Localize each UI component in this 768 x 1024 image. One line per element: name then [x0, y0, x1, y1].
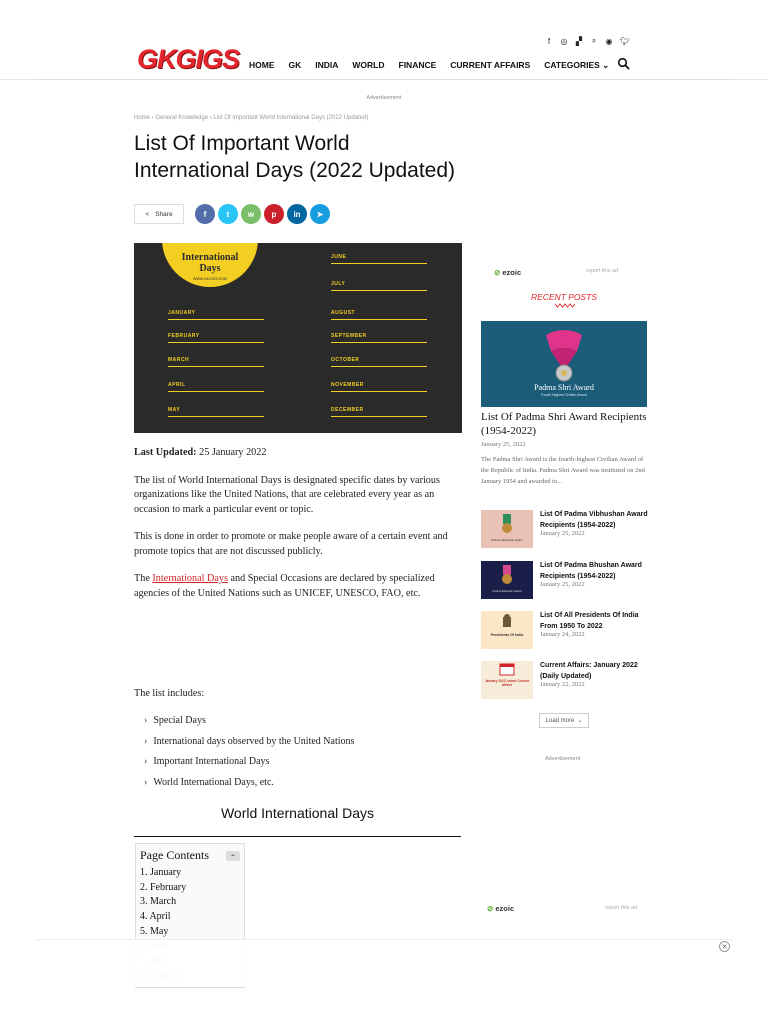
toc-item[interactable]: 3. March — [140, 896, 177, 908]
image-month-line — [168, 391, 264, 392]
post-title[interactable]: List Of Padma Vibhushan Award Recipients (1954-2022) — [540, 511, 648, 529]
thumb-caption: Padma Vibhushan Award — [491, 538, 523, 542]
image-month: FEBRUARY — [168, 333, 200, 339]
close-icon[interactable]: ✕ — [719, 941, 730, 952]
thumb-caption: January 2022 Latest Current Affairs — [484, 679, 530, 687]
international-days-link[interactable]: International Days — [152, 573, 228, 584]
load-more-label: Load more — [545, 717, 575, 724]
recent-post-item[interactable] — [481, 661, 647, 701]
featured-image-subcaption: Fourth Highest Civilian Award — [541, 393, 587, 397]
post-thumbnail[interactable] — [481, 661, 533, 699]
twitter-icon[interactable]: 🐦︎ — [620, 37, 631, 46]
featured-post-excerpt: The Padma Shri Award is the fourth-highest Civilian Award of the Republic of India. Padma Shri Award was instituted on 2nd January 1954 and awarded to... — [481, 456, 645, 485]
paragraph — [134, 572, 464, 601]
post-thumbnail[interactable] — [481, 510, 533, 548]
pinterest-icon[interactable]: ᵖ — [592, 37, 596, 46]
image-month-line — [331, 342, 427, 343]
image-month: APRIL — [168, 382, 186, 388]
featured-post-title[interactable]: List Of Padma Shri Award Recipients (1954-2022) — [481, 411, 647, 437]
share-bar — [134, 204, 330, 224]
paragraph: The list of World International Days is designated specific dates by various organizations like the United Nations, that are celebrated every year as an occasion to mark a particular event or topic. — [134, 474, 440, 515]
emblem-icon — [481, 611, 533, 649]
breadcrumb[interactable]: Home › General Knowledge › List Of Important World International Days (2022 Updated) — [134, 115, 369, 121]
post-date: January 25, 2022 — [540, 581, 585, 588]
toc-header — [140, 848, 240, 863]
flipboard-icon[interactable]: ▞ — [575, 37, 583, 46]
list-item: › International days observed by the United Nations — [144, 736, 354, 757]
image-month-line — [331, 263, 427, 264]
ezoic-badge[interactable]: ⊘ ezoic — [487, 904, 515, 913]
last-updated-label: Last Updated: — [134, 447, 197, 458]
image-month: JULY — [331, 281, 346, 287]
list-item: › Important International Days — [144, 756, 354, 777]
featured-post-date: January 25, 2022 — [481, 441, 526, 448]
featured-image-caption: Padma Shri Award — [534, 383, 594, 392]
ezoic-label: ezoic — [502, 268, 522, 277]
image-month: MAY — [168, 407, 181, 413]
image-month-line — [168, 319, 264, 320]
recent-post-item[interactable] — [481, 561, 647, 601]
image-month-line — [331, 416, 427, 417]
medal-icon — [481, 510, 533, 548]
heading-divider — [134, 836, 461, 837]
featured-post-image[interactable] — [481, 321, 647, 407]
image-month: AUGUST — [331, 310, 356, 316]
recent-posts-title: RECENT POSTS — [530, 292, 598, 302]
squiggle-decoration — [555, 303, 575, 308]
nav-item-finance[interactable]: FINANCE — [398, 60, 437, 70]
post-date: January 25, 2022 — [540, 530, 585, 537]
featured-image — [134, 243, 462, 433]
image-month: JANUARY — [168, 310, 196, 316]
share-icon: < — [145, 210, 150, 218]
telegram-icon[interactable]: ◉ — [605, 37, 613, 46]
image-month: OCTOBER — [331, 357, 360, 363]
image-title: International Days — [181, 252, 239, 274]
whatsapp-share-button[interactable]: w — [241, 204, 261, 224]
image-month: NOVEMBER — [331, 382, 364, 388]
nav-item-gk[interactable]: GK — [288, 60, 302, 70]
article-body — [134, 446, 464, 614]
article-title: List Of Important World International Days (2022 Updated) — [134, 132, 456, 182]
advertisement-label: Advertisement — [545, 756, 581, 762]
post-title[interactable]: List Of Padma Bhushan Award Recipients (1954-2022) — [540, 562, 642, 580]
nav-item-india[interactable]: INDIA — [315, 60, 339, 70]
ezoic-badge[interactable]: ⊘ ezoic — [494, 268, 522, 277]
nav-item-current-affairs[interactable]: CURRENT AFFAIRS — [450, 60, 531, 70]
post-title[interactable]: List Of All Presidents Of India From 1950 To 2022 — [540, 612, 639, 630]
toc-toggle-icon[interactable]: ≡ — [226, 851, 240, 861]
image-url: WWW.GKGIGS.COM — [193, 277, 227, 281]
last-updated-value: 25 January 2022 — [196, 447, 267, 458]
linkedin-share-button[interactable]: in — [287, 204, 307, 224]
site-header — [0, 0, 768, 80]
chevron-down-icon: ⌄ — [577, 718, 583, 724]
includes-list — [144, 715, 354, 797]
share-label: Share — [155, 210, 173, 218]
image-month: SEPTEMBER — [331, 333, 367, 339]
image-month-line — [168, 366, 264, 367]
image-month: JUNE — [331, 254, 347, 260]
load-more-button[interactable] — [539, 713, 589, 728]
sidebar — [481, 0, 647, 1024]
thumb-caption: Presidents Of India — [490, 633, 524, 637]
toc-item[interactable]: 4. April — [140, 911, 171, 923]
twitter-share-button[interactable]: t — [218, 204, 238, 224]
advertisement-label: Advertisement — [366, 95, 402, 101]
nav-item-world[interactable]: WORLD — [352, 60, 385, 70]
recent-post-item[interactable] — [481, 611, 647, 651]
post-date: January 24, 2022 — [540, 631, 585, 638]
image-month-line — [331, 290, 427, 291]
report-ad-link[interactable]: report this ad — [605, 905, 638, 911]
toc-title: Page Contents — [140, 848, 209, 862]
toc-item[interactable]: 2. February — [140, 881, 187, 893]
bottom-ad-bar — [35, 939, 733, 987]
ezoic-label: ezoic — [495, 904, 515, 913]
list-intro: The list includes: — [134, 688, 205, 699]
pinterest-share-button[interactable]: p — [264, 204, 284, 224]
instagram-icon[interactable]: ◎ — [560, 37, 568, 46]
recent-post-item[interactable] — [481, 510, 647, 550]
image-month: DECEMBER — [331, 407, 364, 413]
section-heading: World International Days — [220, 805, 375, 821]
facebook-share-button[interactable]: f — [195, 204, 215, 224]
list-item: › Special Days — [144, 715, 354, 736]
paragraph: This is done in order to promote or make people aware of a certain event and promote topics that are not discussed publicly. — [134, 531, 448, 557]
nav-item-categories[interactable]: CATEGORIES ⌄ — [544, 60, 610, 70]
toc-item[interactable]: 5. May — [140, 925, 169, 937]
toc-item[interactable]: 1. January — [140, 867, 182, 878]
post-thumbnail[interactable] — [481, 611, 533, 649]
facebook-icon[interactable]: f — [547, 37, 551, 46]
paragraph-text: The — [134, 573, 153, 584]
post-date: January 22, 2022 — [540, 681, 585, 688]
image-month-line — [331, 319, 427, 320]
post-title[interactable]: Current Affairs: January 2022 (Daily Updated) — [540, 662, 638, 680]
thumb-caption: Padma Bhushan Award — [492, 589, 522, 593]
image-month: MARCH — [168, 357, 190, 363]
image-month-line — [168, 416, 264, 417]
image-month-line — [168, 342, 264, 343]
last-updated — [134, 446, 464, 461]
share-button[interactable] — [134, 204, 184, 224]
image-month-line — [331, 366, 427, 367]
post-thumbnail[interactable] — [481, 561, 533, 599]
paragraph-text: and Special Occasions are declared by specialized agencies of the United Nations such as UNICEF, UNESCO, FAO, etc. — [134, 573, 435, 599]
nav-item-home[interactable]: HOME — [249, 60, 275, 70]
medal-icon — [481, 561, 533, 599]
report-ad-link[interactable]: report this ad — [586, 268, 619, 274]
site-logo[interactable]: GKGIGS — [137, 44, 240, 74]
list-item: › World International Days, etc. — [144, 777, 354, 798]
telegram-share-button[interactable]: ➤ — [310, 204, 330, 224]
image-month-line — [331, 391, 427, 392]
